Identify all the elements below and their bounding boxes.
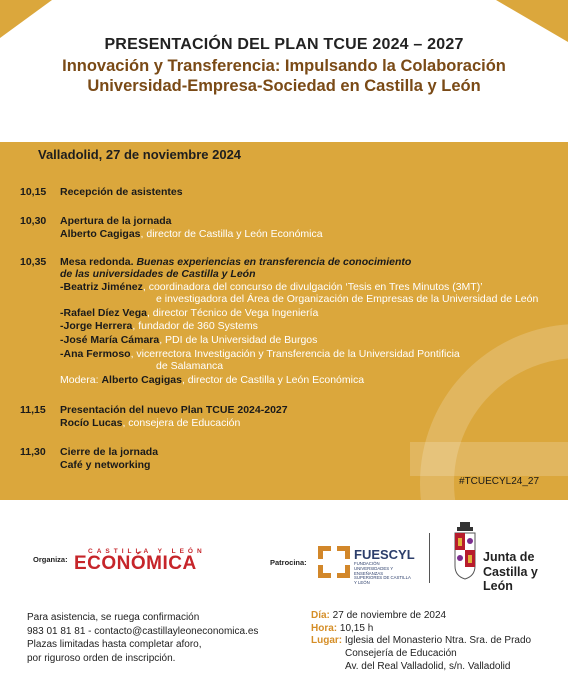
tcue-logo-word: t·cue	[427, 120, 459, 136]
program-speaker: -José María Cámara, PDI de la Universidad de Burgos	[60, 334, 318, 346]
contact-line: Plazas limitadas hasta completar aforo,	[27, 639, 202, 650]
program-speaker: Rocío Lucas, consejera de Educación	[60, 417, 241, 429]
event-date: Valladolid, 27 de noviembre 2024	[38, 147, 242, 162]
fuescyl-name: FUESCYL	[354, 547, 415, 562]
event-subtitle-line2: Universidad-Empresa-Sociedad en Castilla y León	[87, 77, 481, 95]
program-moderator: Modera: Alberto Cagigas, director de Castilla y León Económica	[60, 374, 365, 386]
fuescyl-logo	[318, 546, 418, 586]
event-title: PRESENTACIÓN DEL PLAN TCUE 2024 – 2027	[104, 36, 464, 53]
tcue-logo-empresa: Empresa	[481, 135, 506, 141]
event-subtitle-line1: Innovación y Transferencia: Impulsando la Colaboración	[62, 57, 506, 75]
header-corner-decoration-left	[0, 0, 52, 38]
castilla-leon-economica-logo	[74, 548, 212, 572]
contact-line: 983 01 81 81 - contacto@castillayleoneconomica.es	[27, 625, 259, 637]
detail-time: Hora: 10,15 h	[311, 622, 374, 634]
organizer-logo-main: ECONÓMICA	[74, 553, 197, 574]
fuescyl-subtitle: FUNDACIÓN UNIVERSIDADES Y ENSEÑANZAS SUPERIORES DE CASTILLA Y LEÓN	[354, 561, 411, 586]
program-title: Recepción de asistentes	[60, 186, 183, 198]
tcue-logo-tagline: TRANSFERENCIA DE CONOCIMIENTO	[465, 117, 512, 127]
contact-info	[27, 611, 258, 665]
program-speaker: -Jorge Herrera, fundador de 360 Systems	[60, 320, 258, 332]
program-time: 11,30	[20, 446, 46, 458]
program-time: 11,15	[20, 404, 46, 416]
tcue-logo-university: Universidad	[465, 127, 508, 136]
organizer-logo-top: CASTILLA Y LEÓN	[88, 548, 206, 555]
junta-name-line1: Junta de	[483, 550, 535, 564]
organizer-label: Organiza:	[33, 555, 68, 564]
detail-place-line3: Av. del Real Valladolid, s/n. Valladolid	[345, 660, 511, 672]
program-title: Presentación del nuevo Plan TCUE 2024-2027	[60, 404, 288, 416]
program-time: 10,15	[20, 186, 47, 198]
program-title: Apertura de la jornada	[60, 215, 172, 227]
sponsor-label: Patrocina:	[270, 558, 307, 567]
program-title-cont: de las universidades de Castilla y León	[60, 268, 256, 280]
program-time: 10,30	[20, 215, 47, 227]
contact-line: Para asistencia, se ruega confirmación	[27, 612, 200, 623]
program-speaker: -Beatriz Jiménez, coordinadora del concurso de divulgación ‘Tesis en Tres Minutos (3MT)’	[60, 281, 483, 293]
fuescyl-mark-icon	[318, 546, 350, 578]
tcue-logo	[427, 116, 537, 142]
junta-shield-icon	[453, 522, 477, 580]
detail-place-line2: Consejería de Educación	[345, 648, 457, 660]
program-time: 10,35	[20, 256, 47, 268]
detail-date: Día: 27 de noviembre de 2024	[311, 610, 447, 621]
program-speaker: Alberto Cagigas, director de Castilla y León Económica	[60, 228, 323, 240]
event-hashtag: #TCUECYL24_27	[459, 476, 540, 487]
program-title: Cierre de la jornada	[60, 446, 159, 458]
watermark-e-bar	[410, 442, 568, 476]
program-title-cont: Café y networking	[60, 459, 151, 471]
program-speaker-role-cont: de Salamanca	[156, 360, 224, 372]
program-speaker: -Rafael Díez Vega, director Técnico de Vega Ingeniería	[60, 307, 319, 319]
program-speaker: -Ana Fermoso, vicerrectora Investigación y Transferencia de la Universidad Pontificia	[60, 348, 460, 360]
program-speaker-role-cont: e investigadora del Área de Organización de Empresas de la Universidad de León	[156, 293, 539, 305]
contact-line: por riguroso orden de inscripción.	[27, 652, 176, 664]
event-details	[311, 610, 531, 674]
junta-name-line2: Castilla y León	[483, 565, 538, 593]
detail-place: Lugar: Iglesia del Monasterio Ntra. Sra. de Prado	[311, 635, 532, 647]
program-title: Mesa redonda. Buenas experiencias en transferencia de conocimiento	[60, 256, 412, 268]
sponsor-divider	[429, 533, 430, 583]
